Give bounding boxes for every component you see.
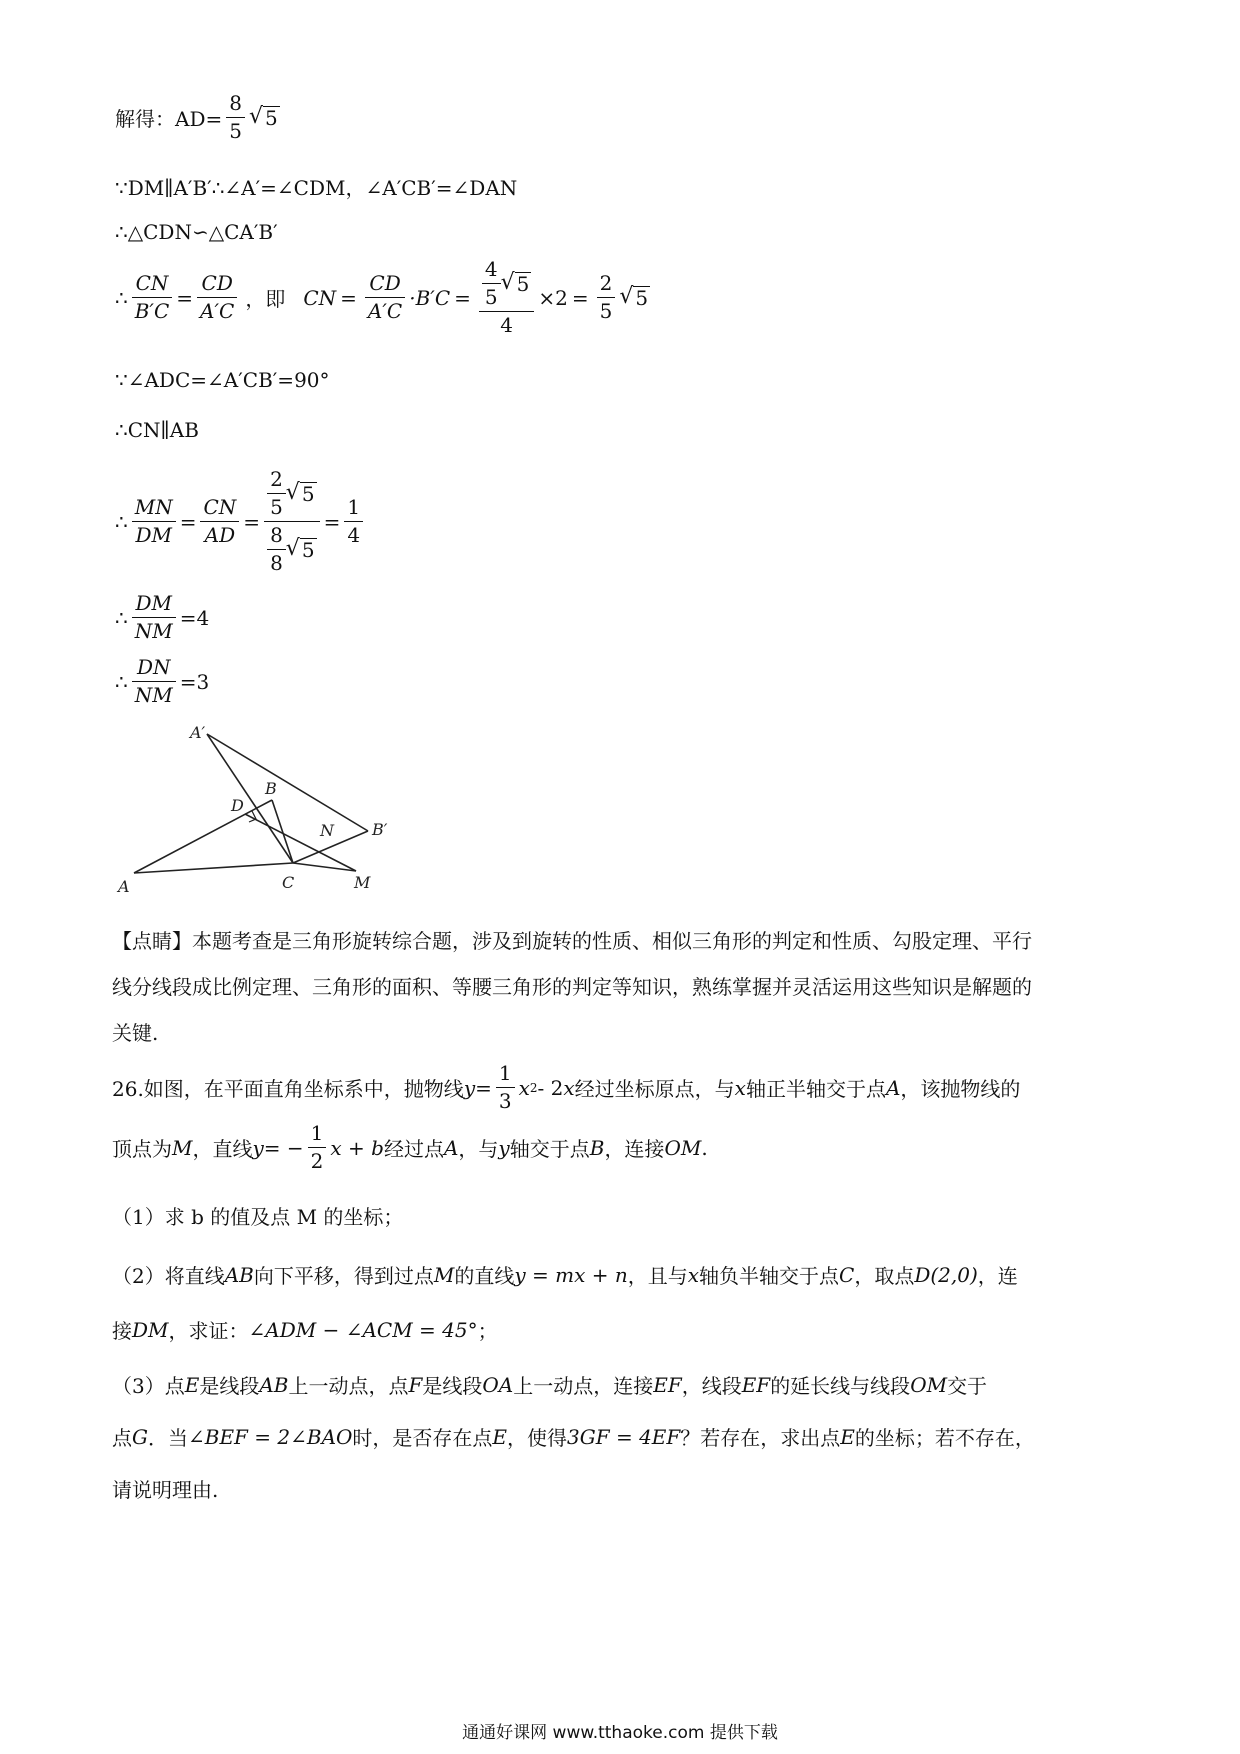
label-n: N [320,821,334,840]
line-slope: $\frac{1}{2}$ [308,1122,327,1173]
ratio-result-frac: $\frac{2}{5}$ [597,272,616,323]
angle-line: ∵∠ADC=∠A′CB′=90° [115,368,330,392]
ratio-frac-2: $\frac{CD}{A'C}$ [197,272,237,323]
parallel-line: ∵DM∥A′B′∴∠A′=∠CDM，∠A′CB′=∠DAN [115,176,518,200]
ratio-frac-3: $\frac{CD}{A'C}$ [365,272,405,323]
question-3-line1: （3）点 E 是线段 AB 上一动点，点 F 是线段 OA 上一动点，连接 EF ，线段 EF 的延长线与线段 OM 交于 [112,1372,988,1398]
question-2-line2: 接 DM ，求证： ∠ADM − ∠ACM = 45° ； [112,1317,498,1343]
label-c: C [282,873,295,892]
label-bprime: B′ [372,820,388,839]
mn-ratio-line: ∴ $\frac{MN}{DM}$ = $\frac{CN}{AD}$ = $\frac{2}{5}$ √ 5 $\frac{8}{8}$ √ 5 = $\frac{1}{4}$ [115,468,367,575]
segment-b-c [272,800,293,863]
page-footer: 通通好课网 www.tthaoke.com 提供下载 [462,1723,778,1743]
question-2-line1: （2）将直线 AB 向下平移，得到过点 M 的直线 y = mx + n ，且与 x 轴负半轴交于点 C ，取点 D(2,0) ，连 [112,1262,1018,1288]
dm-nm-line: ∴ $\frac{DM}{NM}$ =4 [115,591,210,643]
problem26-line2: 顶点为 M ，直线 y = − $\frac{1}{2}$ x + b 经过点 A ，与 y 轴交于点 B ，连接 OM . [112,1121,708,1173]
label-d: D [231,796,244,815]
label-a: A [118,877,130,895]
question-3-line3: 请说明理由. [112,1478,219,1502]
label-m: M [354,873,371,892]
ratio-line: ∴ $\frac{CN}{B'C}$ = $\frac{CD}{A'C}$ ，即 CN = $\frac{CD}{A'C}$ ·B′C = $\frac{4}{5}$ √ 5 4 ×2 = $\frac{2}{5}$ √ 5 [115,257,649,337]
ad-prefix: 解得：AD= [115,107,223,131]
question-1: （1）求 b 的值及点 M 的坐标； [112,1205,404,1229]
question-3-line2: 点 G ．当 ∠BEF = 2∠BAO 时，是否存在点 E ，使得 3GF = 4EF ？若存在，求出点 E 的坐标；若不存在， [112,1424,1035,1450]
parabola-coefficient: $\frac{1}{3}$ [496,1062,515,1113]
commentary: 【点睛】本题考查是三角形旋转综合题，涉及到旋转的性质、相似三角形的判定和性质、勾股定理、平行 线分线段成比例定理、三角形的面积、等腰三角形的判定等知识，熟练掌握并灵活运用这些知识是解题的 关键. [112,929,1032,1045]
mn-compound-frac: $\frac{2}{5}$ √ 5 $\frac{8}{8}$ √ 5 [264,468,320,575]
similar-line: ∴△CDN∽△CA′B′ [115,220,278,244]
segment-aprime-c [207,734,293,863]
ad-result-line [115,92,280,143]
label-b: B [265,779,277,798]
problem26-line1: 26.如图，在平面直角坐标系中，抛物线 y = $\frac{1}{3}$ x 2 - 2 x 经过坐标原点，与 x 轴正半轴交于点 A ，该抛物线的 [112,1061,1021,1113]
segment-aprime-bprime [207,734,368,831]
dn-nm-line: ∴ $\frac{DN}{NM}$ =3 [115,655,210,707]
cn-parallel-line: ∴CN∥AB [115,418,199,442]
figure-lines [134,734,368,873]
segment-a-b [134,800,272,873]
ratio-frac-1: $\frac{CN}{B'C}$ [132,272,173,323]
ratio-compound-frac: $\frac{4}{5}$ √ 5 4 [479,258,535,337]
ad-sqrt: √ 5 [248,103,278,130]
segment-a-c [134,863,293,873]
ad-fraction: $\frac{8}{5}$ [226,92,245,143]
label-aprime: A′ [190,723,206,742]
geometry-figure [110,720,410,895]
